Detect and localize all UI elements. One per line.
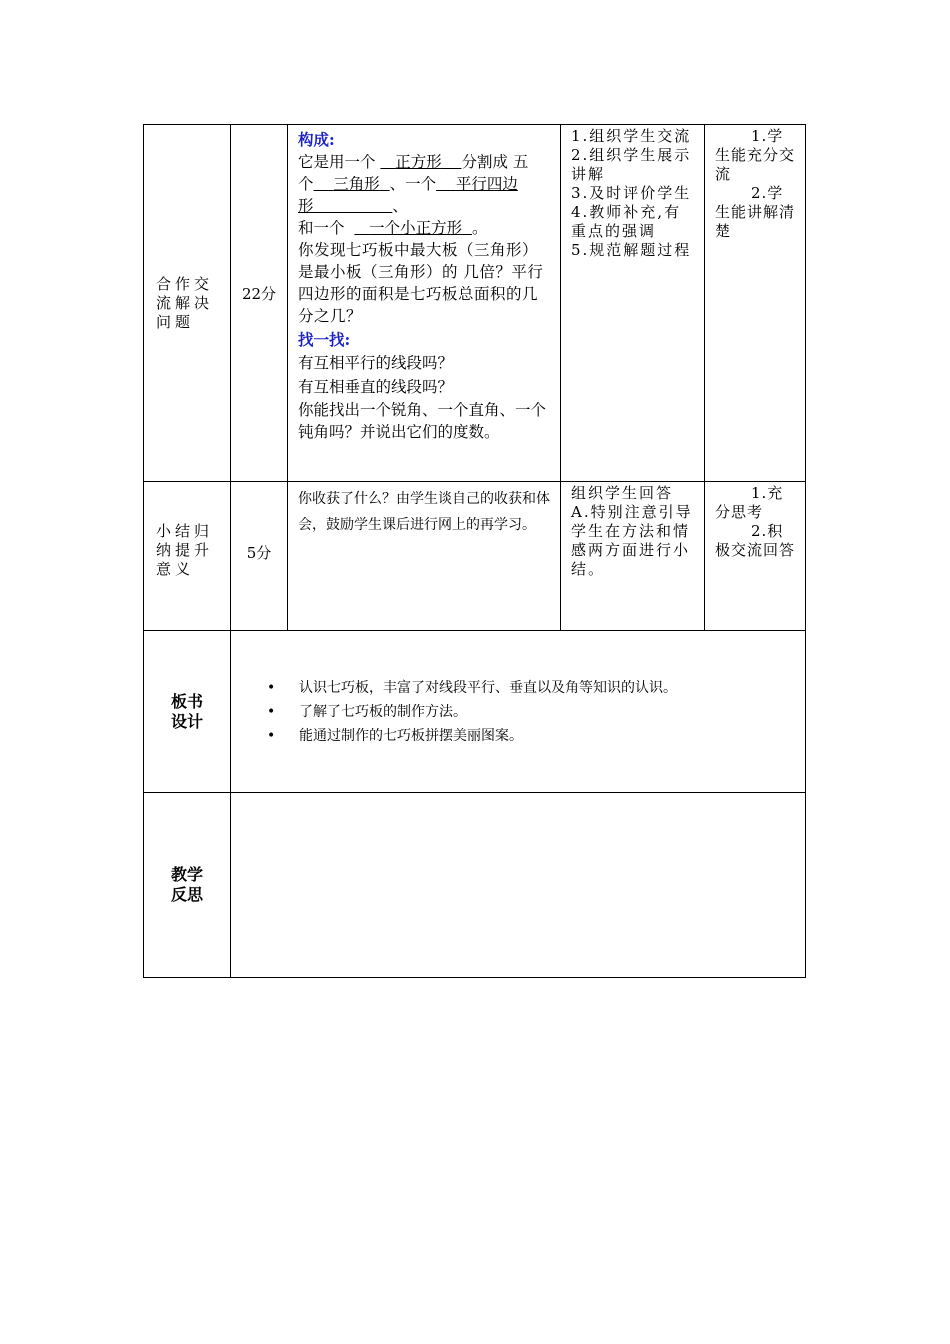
list-item: 5.规范解题过程	[571, 241, 692, 259]
question: 你发现七巧板中最大板（三角形）是最小板（三角形）的 几倍？平行四边形的面积是七巧板总面积的几分之几？	[298, 241, 544, 325]
question: 有互相垂直的线段吗？	[298, 378, 454, 396]
student-activity-cell	[705, 125, 806, 482]
time-cell: 22分	[231, 125, 288, 482]
list-item: • 认识七巧板，丰富了对线段平行、垂直以及角等知识的认识。	[267, 676, 805, 700]
stage-cell: 合作交流解决问题	[144, 125, 231, 482]
content-cell	[288, 125, 561, 482]
list-item: • 了解了七巧板的制作方法。	[267, 700, 805, 724]
table-row	[144, 482, 806, 631]
fill-blank: 一个小正方形	[369, 219, 463, 237]
sentence: 和一个 一个小正方形 。	[298, 219, 488, 237]
list-item: A.特别注意引导学生在方法和情感两方面进行小结。	[571, 503, 693, 578]
section-heading: 构成:	[298, 130, 335, 149]
bullet-list	[267, 676, 805, 748]
list-item: 组织学生回答	[571, 484, 674, 502]
question: 你能找出一个锐角、一个直角、一个钝角吗？并说出它们的度数。	[298, 401, 547, 441]
teacher-activity-cell	[561, 482, 705, 631]
list-item: 极交流回答	[715, 541, 796, 559]
content-cell: 你收获了什么？由学生谈自己的收获和体会，鼓励学生课后进行网上的再学习。	[288, 482, 561, 631]
table-row	[144, 631, 806, 793]
list-item: 1.学	[751, 127, 784, 145]
teacher-activity-cell	[561, 125, 705, 482]
sentence: 它是用一个 正方形 分割成 五个 三角形 、一个 平行四边形 、	[298, 153, 529, 215]
section-heading: 找一找:	[298, 330, 351, 349]
list-item: • 能通过制作的七巧板拼摆美丽图案。	[267, 724, 805, 748]
list-item: 2.组织学生展示讲解	[571, 146, 692, 183]
fill-blank: 三角形	[333, 175, 380, 193]
time-cell: 5分	[231, 482, 288, 631]
list-item: 1.充	[751, 484, 784, 502]
list-item: 1.组织学生交流	[571, 127, 692, 145]
list-item: 4.教师补充,有重点的强调	[571, 203, 682, 240]
list-item: 生能充分交流	[715, 146, 796, 183]
lesson-plan-table	[143, 124, 806, 978]
reflection-content	[231, 793, 806, 978]
table-row	[144, 793, 806, 978]
reflection-label: 教学 反思	[144, 793, 231, 978]
question: 有互相平行的线段吗？	[298, 354, 454, 372]
stage-cell: 小结归纳提升意义	[144, 482, 231, 631]
fill-blank: 正方形	[395, 153, 442, 171]
list-item: 3.及时评价学生	[571, 184, 692, 202]
board-design-content	[231, 631, 806, 793]
list-item: 2.学	[751, 184, 784, 202]
board-design-label: 板书 设计	[144, 631, 231, 793]
list-item: 生能讲解清楚	[715, 203, 796, 240]
table-row	[144, 125, 806, 482]
student-activity-cell	[705, 482, 806, 631]
list-item: 2.积	[751, 522, 784, 540]
fill-blank: 平行四边形	[298, 175, 518, 215]
list-item: 分思考	[715, 503, 764, 521]
